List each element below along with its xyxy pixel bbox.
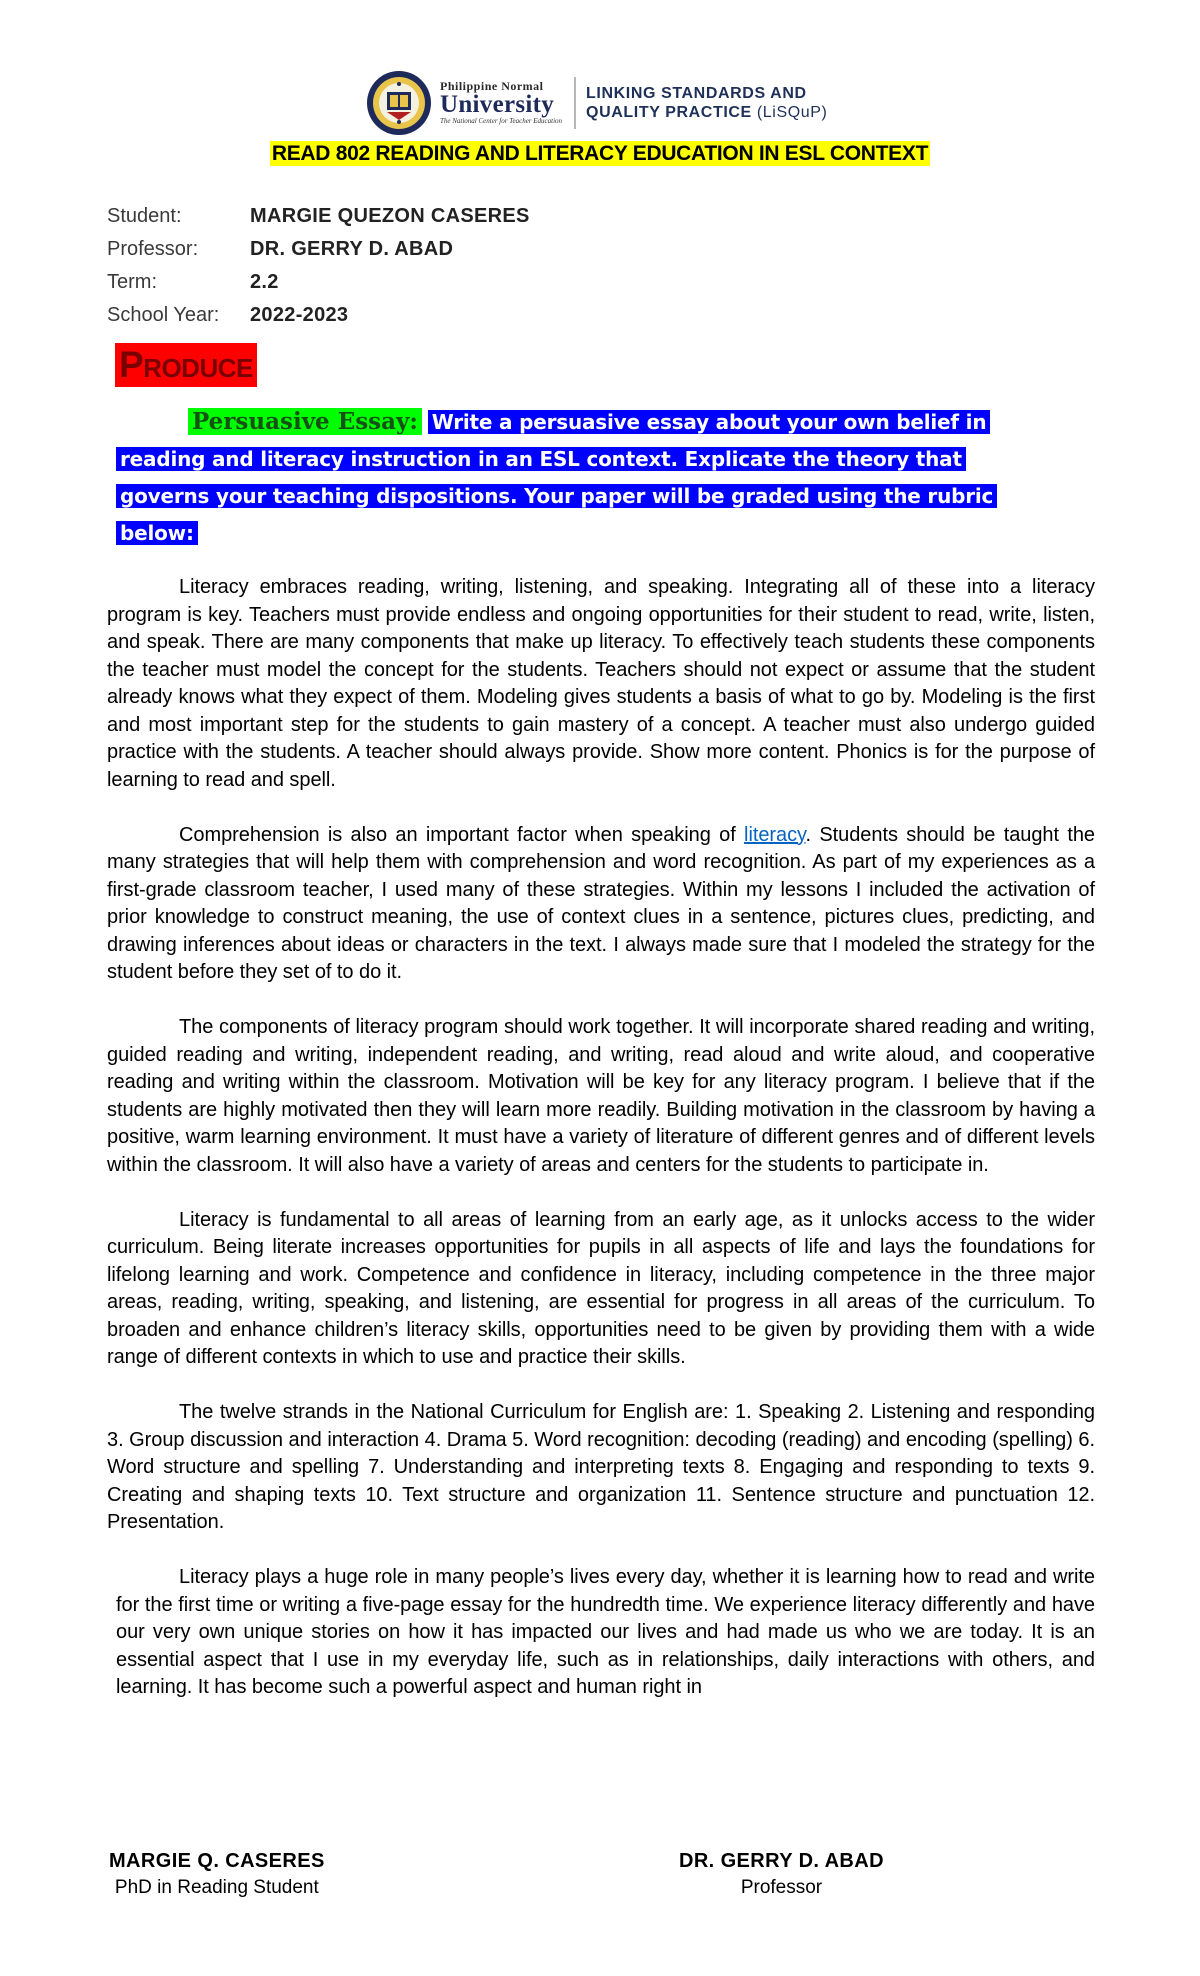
essay-body (107, 574, 1095, 1702)
paragraph-text: Comprehension is also an important factor when speaking of (179, 823, 745, 846)
literacy-link[interactable]: literacy (744, 823, 806, 846)
essay-paragraph: The twelve strands in the National Curriculum for English are: 1. Speaking 2. Listening and responding 3. Group discussion and interaction 4. Drama 5. Word recognition: decoding (reading) and encoding (spelling) 6. Word structure and spelling 7. Understanding and interpreting texts 8. Engaging and responding to texts 9. Creating and shaping texts 10. Text structure and organization 11. Sentence structure and punctuation 12. Presentation. (107, 1401, 1095, 1533)
info-row-professor (107, 233, 530, 266)
program-line1: LINKING STANDARDS AND (586, 85, 807, 102)
info-label: Student: (107, 205, 182, 227)
header-logos (366, 68, 827, 138)
student-signature-role: PhD in Reading Student (114, 1877, 319, 1898)
program-abbr: (LiSQuP) (756, 104, 828, 121)
student-info (107, 200, 530, 332)
info-value: MARGIE QUEZON CASERES (250, 205, 530, 227)
info-row-school-year (107, 299, 530, 332)
student-signature-name: MARGIE Q. CASERES (109, 1850, 325, 1872)
university-wordmark (440, 80, 562, 126)
program-line2-text: QUALITY PRACTICE (586, 104, 752, 121)
section-heading-text: Produce (119, 344, 253, 385)
prompt-label: Persuasive Essay: (188, 408, 422, 435)
program-line2 (586, 103, 827, 122)
essay-paragraph: Literacy plays a huge role in many people’s lives every day, whether it is learning how to read and write for the first time or writing a five-page essay for the hundredth time. We experience literacy differently and have our very own unique stories on how it has impacted our lives and had made us who we are today. It is an essential aspect that I use in my everyday life, such as in relationships, daily interactions with others, and learning. It has become such a powerful aspect and human right in (116, 1566, 1095, 1698)
university-top: Philippine Normal (440, 79, 544, 93)
university-main: University (440, 91, 555, 118)
info-row-student (107, 200, 530, 233)
essay-paragraph: Literacy embraces reading, writing, listening, and speaking. Integrating all of these into a literacy program is key. Teachers must provide endless and ongoing opportunities for their student to read, write, listen, and speak. There are many components that make up literacy. To effectively teach students these components the teacher must model the concept for the students. Teachers should not expect or assume that the student already knows what they expect of them. Modeling gives students a basis of what to go by. Modeling is the first and most important step for the students to gain mastery of a concept. A teacher must also undergo guided practice with the students. A teacher should always provide. Show more content. Phonics is for the purpose of learning to read and spell. (107, 576, 1095, 791)
info-value: 2.2 (250, 271, 279, 293)
program-wordmark (586, 84, 827, 122)
info-label: Term: (107, 271, 157, 293)
professor-signature-role: Professor (740, 1877, 823, 1898)
section-heading (115, 343, 257, 387)
info-label: School Year: (107, 304, 220, 326)
info-value: DR. GERRY D. ABAD (250, 238, 454, 260)
info-label: Professor: (107, 238, 199, 260)
header-divider (574, 77, 576, 129)
essay-paragraph: The components of literacy program should work together. It will incorporate shared reading and writing, guided reading and writing, independent reading, and writing, read aloud and write aloud, and cooperative reading and writing within the classroom. Motivation will be key for any literacy program. I believe that if the students are highly motivated then they will learn more readily. Building motivation in the classroom by having a positive, warm learning environment. It must have a variety of literature of different genres and of different levels within the classroom. It will also have a variety of areas and centers for the students to participate in. (107, 1016, 1095, 1176)
professor-signature (679, 1848, 884, 1902)
essay-paragraph: Literacy is fundamental to all areas of learning from an early age, as it unlocks access to the wider curriculum. Being literate increases opportunities for pupils in all aspects of life and lays the foundations for lifelong learning and work. Competence and confidence in literacy, including competence in the three major areas, reading, writing, speaking, and listening, are essential for progress in all areas of the curriculum. To broaden and enhance children’s literacy skills, opportunities need to be given by providing them with a wide range of different contexts in which to use and practice their skills. (107, 1208, 1095, 1368)
paragraph-text: . Students should be taught the many strategies that will help them with comprehension and word recognition. As part of my experiences as a first-grade classroom teacher, I used many of these strategies. Within my lessons I included the activation of prior knowledge to construct meaning, the use of context clues in a sentence, pictures clues, predicting, and drawing inferences about ideas or characters in the text. I always made sure that I modeled the strategy for the student before they set of to do it. (107, 823, 1095, 983)
essay-prompt (116, 404, 1056, 552)
professor-signature-name: DR. GERRY D. ABAD (679, 1850, 884, 1872)
info-row-term (107, 266, 530, 299)
university-tagline: The National Center for Teacher Education (440, 117, 563, 125)
prompt-instruction: Write a persuasive essay about your own belief in reading and literacy instruction in an ESL context. Explicate the theory that governs your teaching dispositions. Your paper will be graded using the rubric below: (116, 410, 997, 545)
university-seal-icon (366, 70, 432, 136)
course-title-text: READ 802 READING AND LITERACY EDUCATION IN ESL CONTEXT (271, 142, 929, 165)
info-value: 2022-2023 (250, 304, 349, 326)
course-title (0, 142, 1200, 166)
signature-block (0, 1848, 1200, 1908)
essay-paragraph (107, 822, 1095, 987)
student-signature (109, 1848, 325, 1902)
